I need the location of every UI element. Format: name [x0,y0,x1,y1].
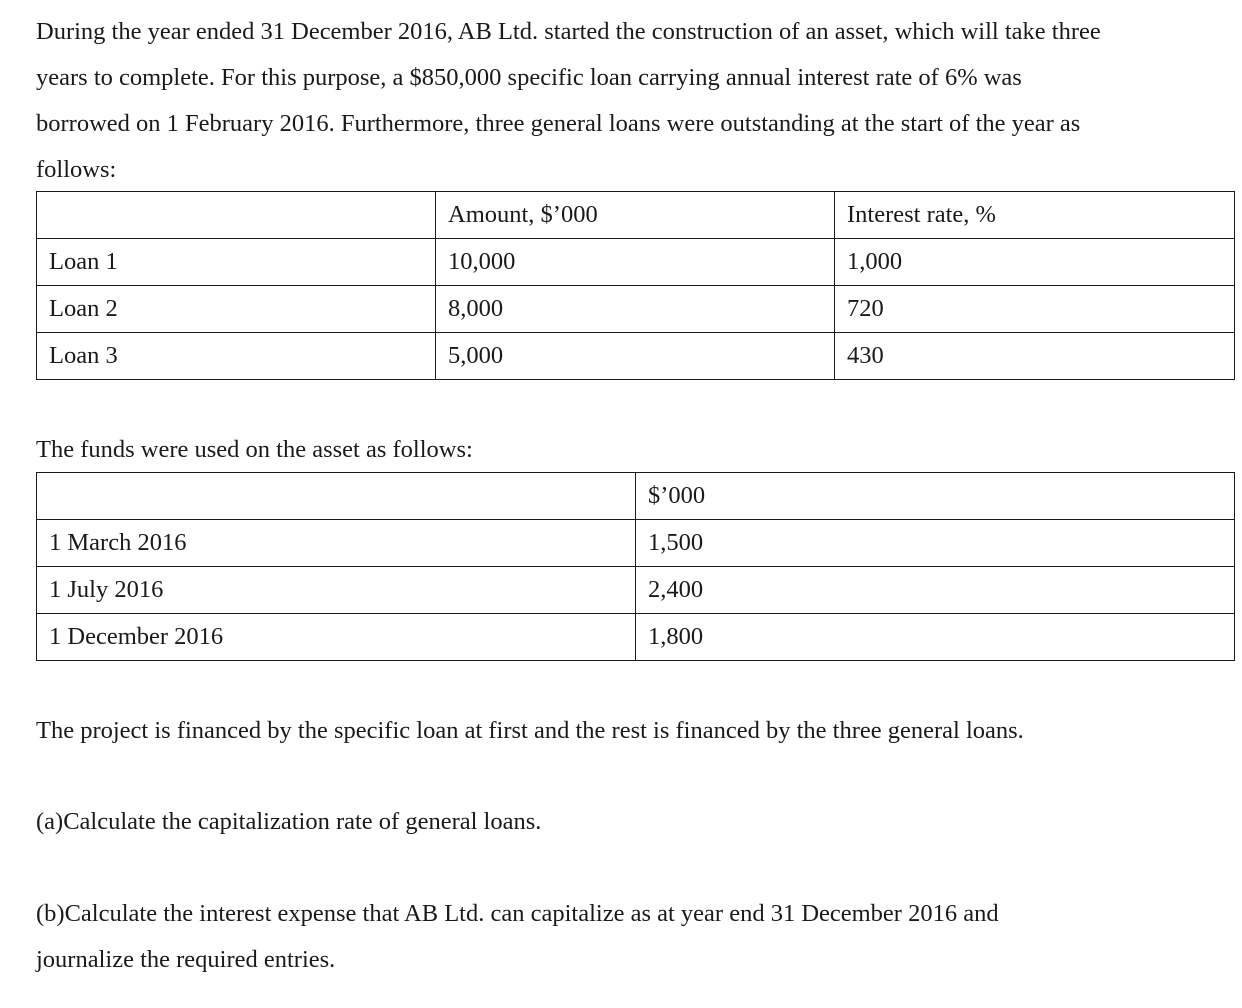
intro-line: follows: [36,156,117,183]
header-cell: Interest rate, % [835,192,1235,239]
loan-name-cell: Loan 3 [37,333,436,380]
fund-date-cell: 1 December 2016 [37,614,636,661]
fund-amount-cell: 1,500 [636,520,1235,567]
table-row [37,333,1235,380]
loan-amount-cell: 8,000 [436,286,835,333]
table-header-row [37,473,1235,520]
question-b-line: journalize the required entries. [36,946,336,973]
header-cell: $’000 [636,473,1235,520]
question-b [36,891,999,983]
table-header-row [37,192,1235,239]
loan-rate-cell: 720 [835,286,1235,333]
header-cell: Amount, $’000 [436,192,835,239]
table-row [37,614,1235,661]
table-row [37,239,1235,286]
loan-rate-cell: 1,000 [835,239,1235,286]
question-a: (a)Calculate the capitalization rate of general loans. [36,808,542,835]
loan-name-cell: Loan 1 [37,239,436,286]
intro-paragraph [36,9,1101,193]
fund-amount-cell: 1,800 [636,614,1235,661]
loan-amount-cell: 10,000 [436,239,835,286]
fund-date-cell: 1 March 2016 [37,520,636,567]
header-cell [37,192,436,239]
table-row [37,520,1235,567]
financing-text: The project is financed by the specific loan at first and the rest is financed by the three general loans. [36,717,1024,744]
loan-amount-cell: 5,000 [436,333,835,380]
intro-line: borrowed on 1 February 2016. Furthermore, three general loans were outstanding at the start of the year as [36,110,1081,137]
table-row [37,286,1235,333]
fund-date-cell: 1 July 2016 [37,567,636,614]
funds-intro-text: The funds were used on the asset as follows: [36,436,473,463]
loan-rate-cell: 430 [835,333,1235,380]
funds-table [36,472,1235,661]
question-b-line: (b)Calculate the interest expense that AB Ltd. can capitalize as at year end 31 December 2016 and [36,900,999,927]
fund-amount-cell: 2,400 [636,567,1235,614]
loans-table [36,191,1235,380]
intro-line: years to complete. For this purpose, a $850,000 specific loan carrying annual interest rate of 6% was [36,64,1022,91]
intro-line: During the year ended 31 December 2016, AB Ltd. started the construction of an asset, which will take three [36,18,1101,45]
header-cell [37,473,636,520]
loan-name-cell: Loan 2 [37,286,436,333]
table-row [37,567,1235,614]
